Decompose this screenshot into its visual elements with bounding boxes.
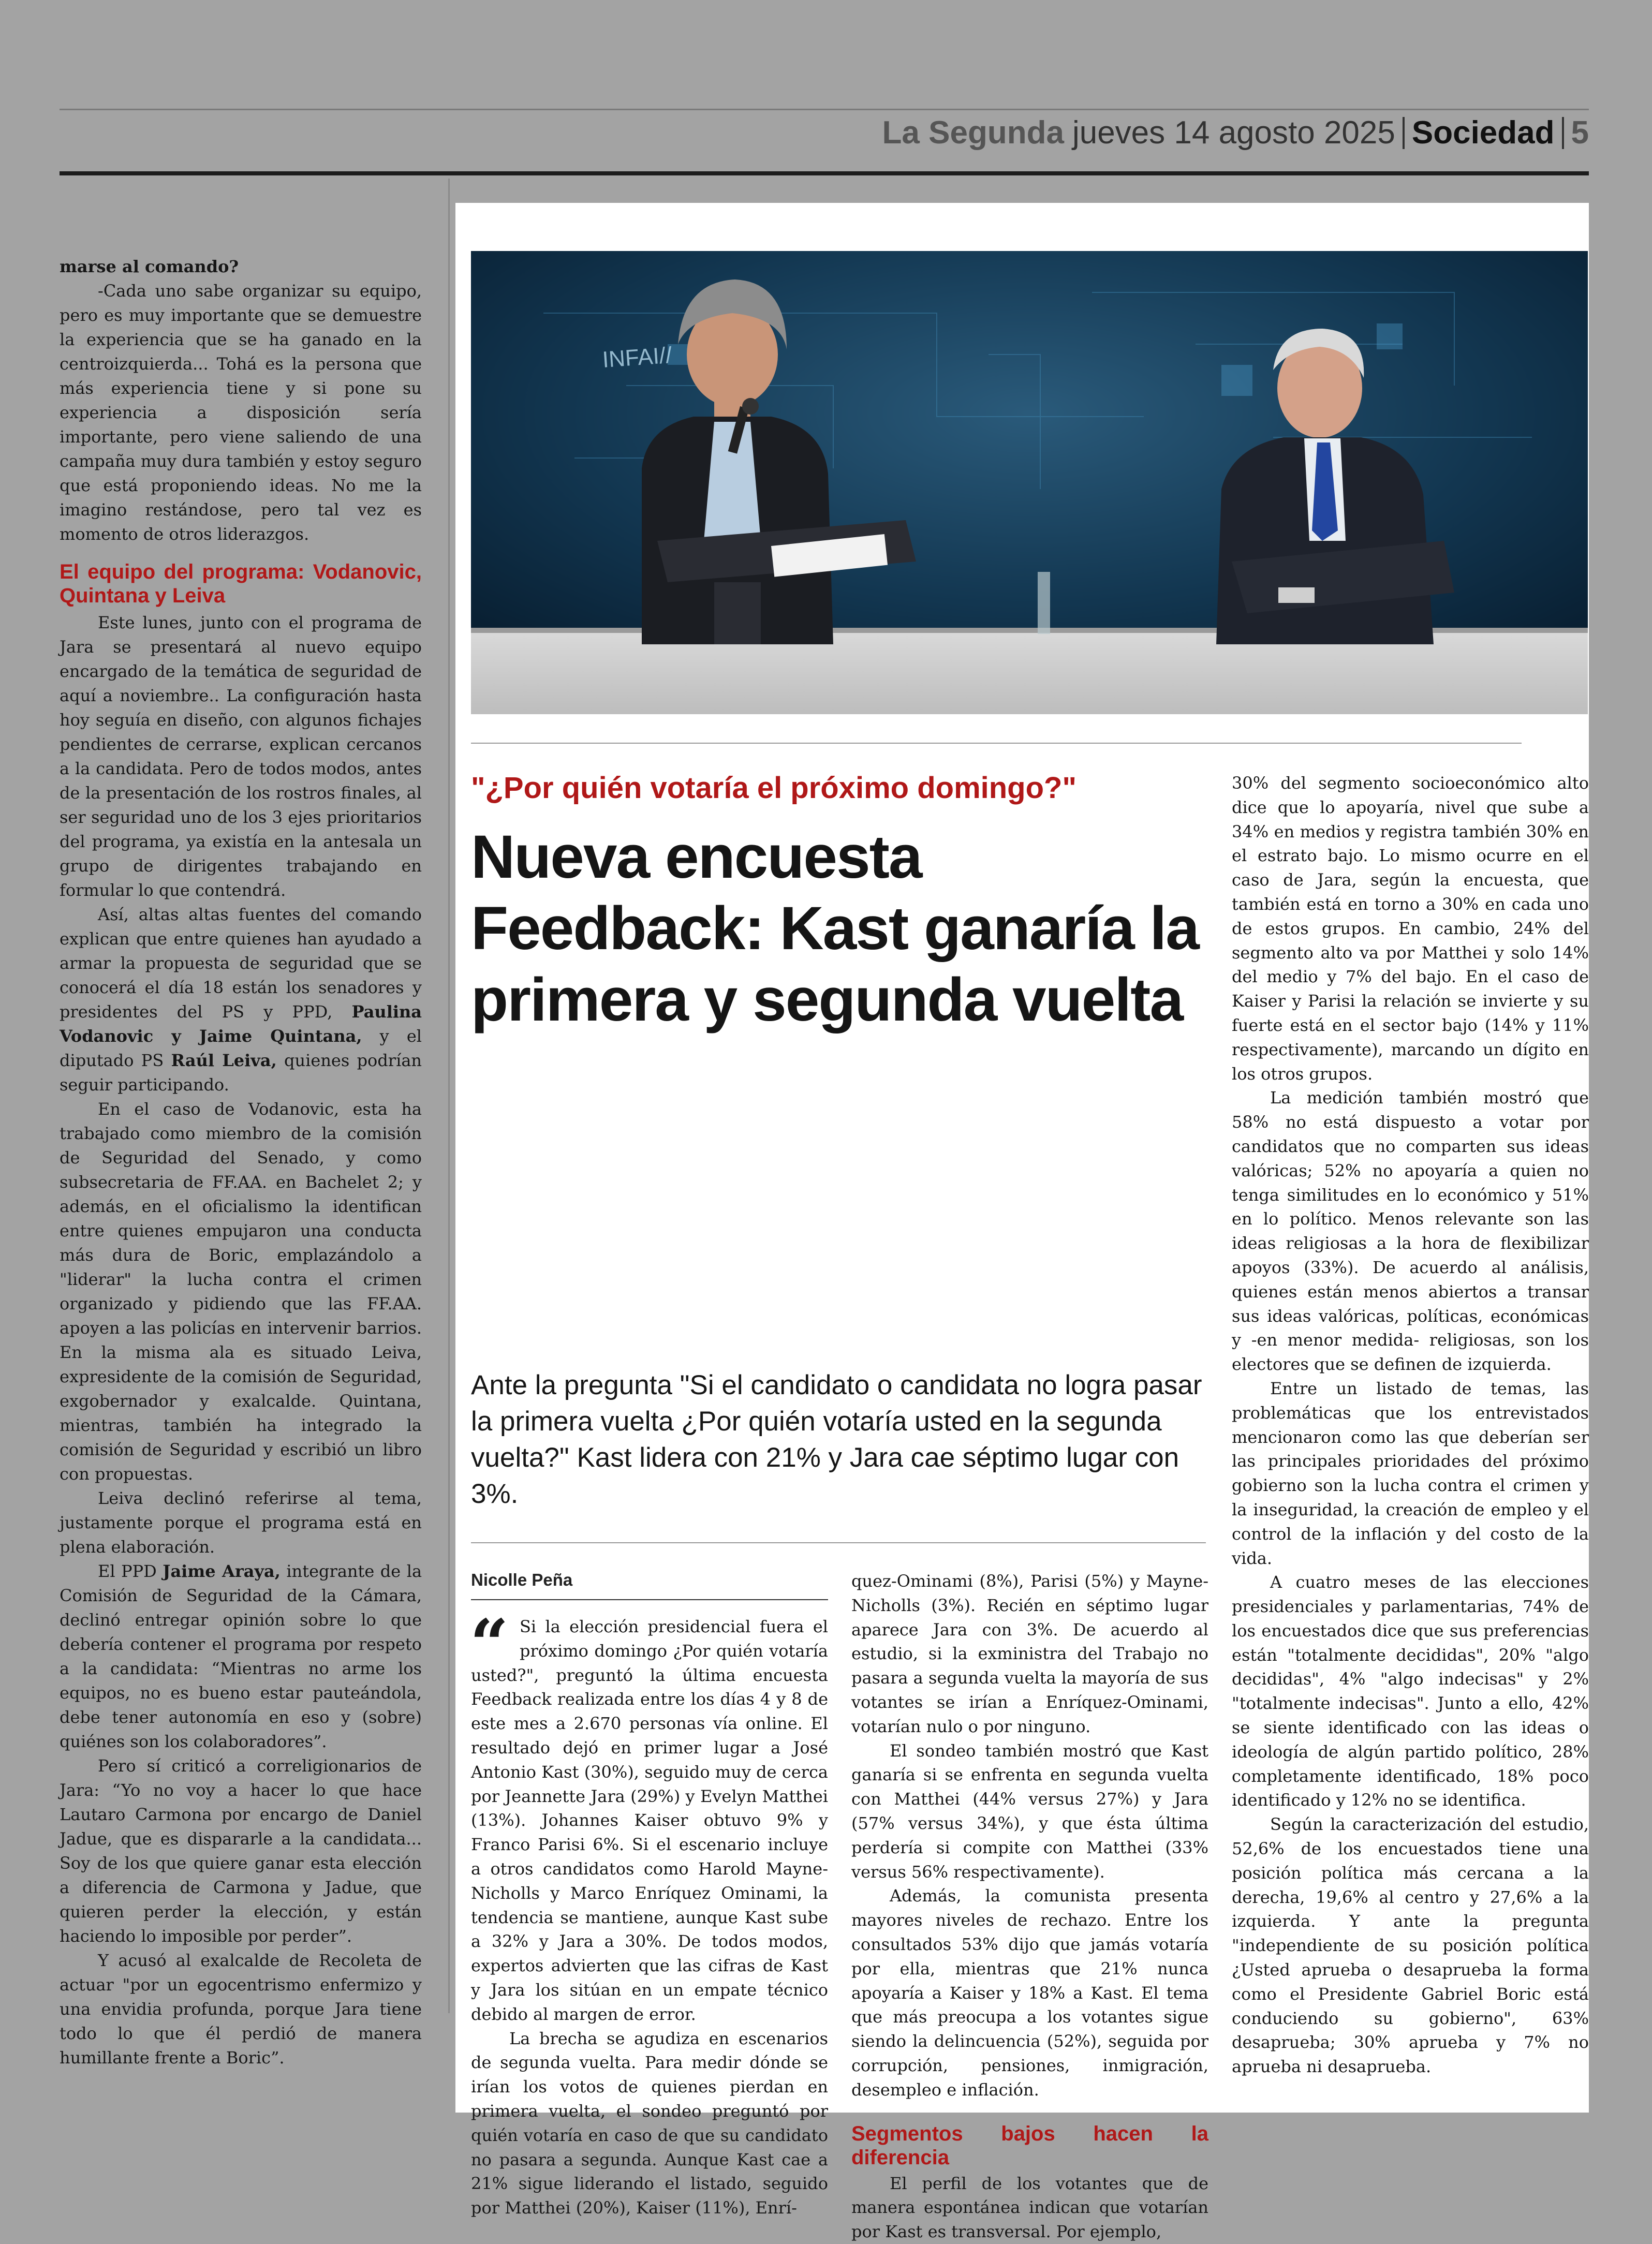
- article-paragraph: A cuatro meses de las elecciones presidenciales y parlamentarias, 74% de los encuestados dice que sus preferencias están "totalmente decididas", 20% "algo decididas", 4% "algo indecisas" y 2% "totalmente indecisas". Junto a ello, 42% se siente identificado con las ideas o ideología de algún partido político, 28% completamente identificado, 18% poco identificado y 12% no se identifica.: [1232, 1572, 1589, 1810]
- article-paragraph: Según la caracterización del estudio, 52,6% de los encuestados tiene una posición política más cercana a la derecha, 19,6% al centro y 27,6% a la izquierda. Y ante la pregunta "independiente de su posición política ¿Usted aprueba o desaprueba la forma como el Presidente Gabriel Boric está conduciendo su gobierno", 63% desaprueba; 30% aprueba y 7% no aprueba ni desaprueba.: [1232, 1814, 1589, 2077]
- bold-name: Jaime Araya,: [163, 1561, 281, 1581]
- article-column-3: [1232, 771, 1589, 2079]
- article-column-1: [470, 1604, 828, 2220]
- left-paragraph: [60, 903, 422, 1097]
- page-number: 5: [1571, 115, 1589, 151]
- paragraph-text: integrante de la Comisión de Seguridad de la Cámara, declinó entregar opinión sobre lo que debería contener el programa por respeto a la candidata: “Mientras no arme los equipos, no es bueno estar pauteándola, debe tener autonomía en eso y (sobre) quiénes son los colaboradores”.: [60, 1561, 422, 1751]
- column-divider: [448, 179, 450, 2013]
- left-paragraph: [60, 1948, 422, 2070]
- masthead-top-rule: [60, 109, 1589, 110]
- left-paragraph-lead: [60, 255, 422, 279]
- masthead-separator: [1403, 117, 1405, 149]
- left-paragraph: [60, 611, 422, 903]
- article-paragraph: El perfil de los votantes que de manera espontánea indican que votarían por Kast es transversal. Por ejemplo,: [851, 2173, 1208, 2242]
- section-name: Sociedad: [1411, 115, 1555, 151]
- paragraph-text: Leiva declinó referirse al tema, justamente porque el programa está en plena elaboración.: [60, 1488, 422, 1557]
- masthead-bottom-rule: [60, 171, 1589, 175]
- left-paragraph: [60, 1559, 422, 1754]
- masthead: [882, 115, 1589, 151]
- article-paragraph: La medición también mostró que 58% no está dispuesto a votar por candidatos que no comparten sus ideas valóricas; 52% no apoyaría a quien no tenga similitudes en lo económico y 51% en lo político. Menos relevante son las ideas religiosas a la hora de flexibilizar apoyos (33%). De acuerdo al análisis, quienes están menos abiertos a transar sus ideas valóricas, políticas, económicas y -en menor medida- religiosas, son los electores que se definen de izquierda.: [1232, 1088, 1589, 1375]
- paragraph-text: Este lunes, junto con el programa de Jara se presentará al nuevo equipo encargado de la temática de seguridad de aquí a noviembre.. La configuración hasta hoy seguía en diseño, con algunos fichajes pendientes de cerrarse, explican cercanos a la candidata. Pero de todos modos, antes de la presentación de los rostros finales, al ser seguridad uno de los 3 ejes prioritarios del programa, ya existía en la antesala un grupo de dirigentes trabajando en formular lo que contendrá.: [60, 613, 422, 900]
- left-column-article: [60, 255, 422, 2070]
- issue-date: jueves 14 agosto 2025: [1072, 115, 1395, 151]
- article-paragraph-lead-text: Si la elección presidencial fuera el próximo domingo ¿Por quién votaría usted?", preguntó la última encuesta Feedback realizada entre los días 4 y 8 de este mes a 2.670 personas vía online. El resultado dejó en primer lugar a José Antonio Kast (30%), seguido muy de cerca por Jeannette Jara (29%) y Evelyn Matthei (13%). Johannes Kaiser obtuvo 9% y Franco Parisi 6%. Si el escenario incluye a otros candidatos como Harold Mayne-Nicholls y Marco Enríquez Ominami, la tendencia se mantiene, aunque Kast sube a 32% y Jara a 30%. De todos modos, expertos advierten que las cifras de Kast y Jara los sitúan en un empate técnico debido al margen de error.: [471, 1617, 828, 2024]
- article-paragraph-lead: [470, 1604, 828, 2027]
- paragraph-text: Pero sí criticó a correligionarios de Jara: “Yo no voy a hacer lo que hace Lautaro Carmona por encargo de Daniel Jadue, que es dispararle a la candidata... Soy de los que quiere ganar esta elección a diferencia de Carmona y Jadue, que quieren perder la elección, y están haciendo lo imposible por perder”.: [60, 1756, 422, 1946]
- masthead-separator: [1562, 117, 1564, 149]
- article-paragraph: quez-Ominami (8%), Parisi (5%) y Mayne-Nicholls (3%). Recién en séptimo lugar aparece Jara con 3%. De acuerdo al estudio, si la exministra del Trabajo no pasara a segunda vuelta la mayoría de sus votantes se irían a Enríquez-Ominami, votarían nulo o por ninguno.: [851, 1571, 1208, 1736]
- byline-rule: [471, 1599, 828, 1600]
- paragraph-text: Así, altas altas fuentes del comando explican que entre quienes han ayudado a armar la propuesta de seguridad que se conocerá el día 18 están los senadores y presidentes del PS y PPD,: [60, 905, 422, 1022]
- left-paragraph: [60, 1754, 422, 1948]
- bold-name: Paulina Vodanovic y Jaime Quintana,: [60, 1002, 422, 1046]
- bold-name: Raúl Leiva,: [171, 1051, 277, 1070]
- article-dek: Ante la pregunta "Si el candidato o candidata no logra pasar la primera vuelta ¿Por quién votaría usted en la segunda vuelta?" Kast lidera con 21% y Jara cae séptimo lugar con 3%.: [471, 1370, 1202, 1509]
- left-paragraph: [60, 1097, 422, 1486]
- opening-quote-mark: “: [470, 1604, 509, 1684]
- article-panel: [455, 203, 1589, 2242]
- left-paragraph: [60, 1486, 422, 1559]
- paragraph-text: Y acusó al exalcalde de Recoleta de actuar "por un egocentrismo enfermizo y una envidia profunda, porque Jara tiene todo lo que él perdió de manera humillante frente a Boric”.: [60, 1951, 422, 2068]
- screen-text: INFAI//: [601, 342, 673, 373]
- dek-rule: [471, 1542, 1206, 1543]
- article-headline: Nueva encuesta Feedback: Kast ganaría la primera y segunda vuelta: [471, 823, 1199, 1034]
- paragraph-text: quienes podrían seguir participando.: [60, 1051, 422, 1095]
- article-paragraph: Entre un listado de temas, las problemáticas que los entrevistados mencionaron como las que deberían ser las principales prioridades del próximo gobierno son la lucha contra el crimen y la inseguridad, la creación de empleo y el control de la inflación y del costo de la vida.: [1232, 1378, 1589, 1568]
- article-paragraph: El sondeo también mostró que Kast ganaría si se enfrenta en segunda vuelta con Matthei (44% versus 27%) y Jara (57% versus 34%), y que ésta última perdería si compite con Matthei (33% versus 56% respectivamente).: [851, 1740, 1208, 1882]
- article-column-2: [851, 1569, 1208, 2244]
- article-paragraph: La brecha se agudiza en escenarios de segunda vuelta. Para medir dónde se irían los votos de quienes pierdan en primera vuelta, el sondeo preguntó por quién votaría en caso de que su candidato no pasara a segunda. Aunque Kast cae a 21% sigue liderando el listado, seguido por Matthei (20%), Kaiser (11%), Enrí-: [471, 2028, 828, 2218]
- article-byline: Nicolle Peña: [471, 1570, 573, 1589]
- newspaper-name: La Segunda: [882, 115, 1064, 151]
- article-paragraph: 30% del segmento socioeconómico alto dice que lo apoyaría, nivel que sube a 34% en medios y registra también 30% en el estrato bajo. Lo mismo ocurre en el caso de Jara, según la encuesta, que también está en torno a 30% en cada uno de estos grupos. En cambio, 24% del segmento alto va por Matthei y solo 14% del medio y 7% del bajo. En el caso de Kaiser y Parisi la relación se invierte y su fuerte está en el sector bajo (14% y 11% respectivamente), marcando un dígito en los otros grupos.: [1232, 773, 1589, 1084]
- left-subhead: El equipo del programa: Vodanovic, Quintana y Leiva: [60, 560, 422, 607]
- article-subhead: Segmentos bajos hacen la diferencia: [851, 2122, 1208, 2169]
- article-kicker: "¿Por quién votaría el próximo domingo?": [471, 771, 1076, 805]
- article-paragraph: Además, la comunista presenta mayores niveles de rechazo. Entre los consultados 53% dijo que jamás votaría por ella, mientras que 21% nunca apoyaría a Kaiser y 18% a Kast. El tema que más preocupa a los votantes sigue siendo la delincuencia (52%), seguida por corrupción, pensiones, inmigración, desempleo e inflación.: [851, 1886, 1208, 2100]
- paragraph-text: y el diputado PS: [60, 1026, 422, 1070]
- news-photo: [471, 251, 1588, 714]
- left-paragraph-group: [60, 611, 422, 2070]
- paragraph-text: El PPD: [98, 1561, 163, 1581]
- left-paragraph-lead-bold: marse al comando?: [60, 257, 239, 276]
- left-paragraph: -Cada uno sabe organizar su equipo, pero es muy importante que se demuestre la experiencia que se ha ganado en la centroizquierda... Tohá es la persona que más experiencia tiene y si pone su experiencia a disposición sería importante, pero viene saliendo de una campaña muy dura también y estoy seguro que está proponiendo ideas. No me la imagino restándose, pero tal vez es momento de otros liderazgos.: [60, 281, 422, 544]
- paragraph-text: En el caso de Vodanovic, esta ha trabajado como miembro de la comisión de Seguridad del Senado, y como subsecretaria de FF.AA. en Bachelet 2; y además, en el oficialismo la identifican entre quienes empujaron una conducta más dura de Boric, emplazándolo a "liderar" la lucha contra el crimen organizado y pidiendo que las FF.AA. apoyen a las policías en intervenir barrios. En la misma ala es situado Leiva, expresidente de la comisión de Seguridad, exgobernador y exalcalde. Quintana, mientras, también ha integrado la comisión de Seguridad y escribió un libro con propuestas.: [60, 1099, 422, 1484]
- photo-candidates-on-stage: [471, 251, 1588, 714]
- photo-rule: [471, 743, 1522, 744]
